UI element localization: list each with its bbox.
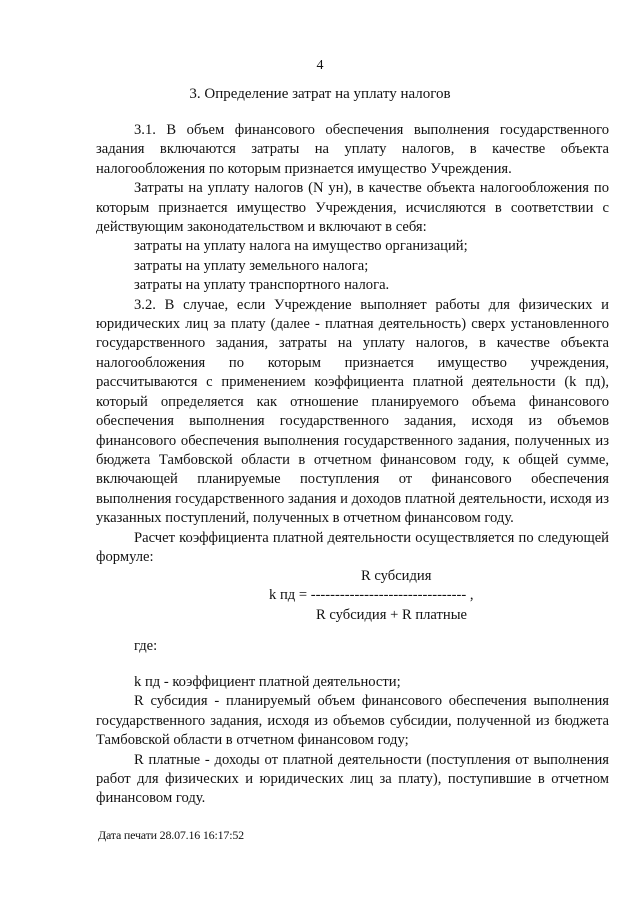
definition-item: R субсидия - планируемый объем финансового обеспечения выполнения государственного задания, исходя из объемов субсидии, полученной из бюджета Тамбовской области в отчетном финансовом году; (96, 693, 609, 749)
print-date-footer: Дата печати 28.07.16 16:17:52 (98, 828, 244, 842)
list-item: затраты на уплату транспортного налога. (134, 277, 390, 294)
page-number: 4 (316, 58, 324, 73)
paragraph-taxes: Затраты на уплату налогов (N ун), в качестве объекта налогообложения по которым признается имущество Учреждения, исчисляются в соответствии с действующим законодательством и включают в себя: (96, 180, 609, 236)
definitions (96, 673, 609, 809)
definition-item: k пд - коэффициент платной деятельности; (134, 674, 401, 690)
formula-numerator: R субсидия (361, 568, 432, 584)
section-heading: 3. Определение затрат на уплату налогов (189, 86, 451, 102)
body-text (96, 121, 609, 567)
formula-denominator: R субсидия + R платные (316, 607, 468, 623)
list-item: затраты на уплату земельного налога; (134, 257, 369, 274)
paragraph-3-1: 3.1. В объем финансового обеспечения выполнения государственного задания включаются затраты на уплату налогов, в качестве объекта налогообложения по которым признается имущество Учреждения. (96, 122, 609, 177)
paragraph-3-2: 3.2. В случае, если Учреждение выполняет работы для физических и юридических лиц за плату (далее - платная деятельность) сверх установленного государственного задания, затраты на уплату налогов, в качестве объекта налогообложения по которым признается имущество учреждения, рассчитываются с применением коэффициента платной деятельности (k пд), который определяется как отношение планируемого объема финансового обеспечения выполнения государственного задания, исходя из объемов финансового обеспечения выполнения государственного задания, полученных из бюджета Тамбовской области в отчетном финансовом году, к общей сумме, включающей планируемые поступления от финансового обеспечения выполнения государственного задания и доходов платной деятельности, исходя из указанных поступлений, полученных в отчетном финансовом году. (96, 296, 609, 527)
definition-item: R платные - доходы от платной деятельности (поступления от выполнения работ для физических и юридических лиц за плату), поступившие в отчетном финансовом году. (96, 751, 609, 807)
where-label: где: (134, 638, 158, 654)
list-item: затраты на уплату налога на имущество организаций; (134, 238, 468, 255)
paragraph-formula-intro: Расчет коэффициента платной деятельности осуществляется по следующей формуле: (96, 529, 609, 565)
formula-lhs: k пд = -------------------------------- , (269, 587, 474, 603)
